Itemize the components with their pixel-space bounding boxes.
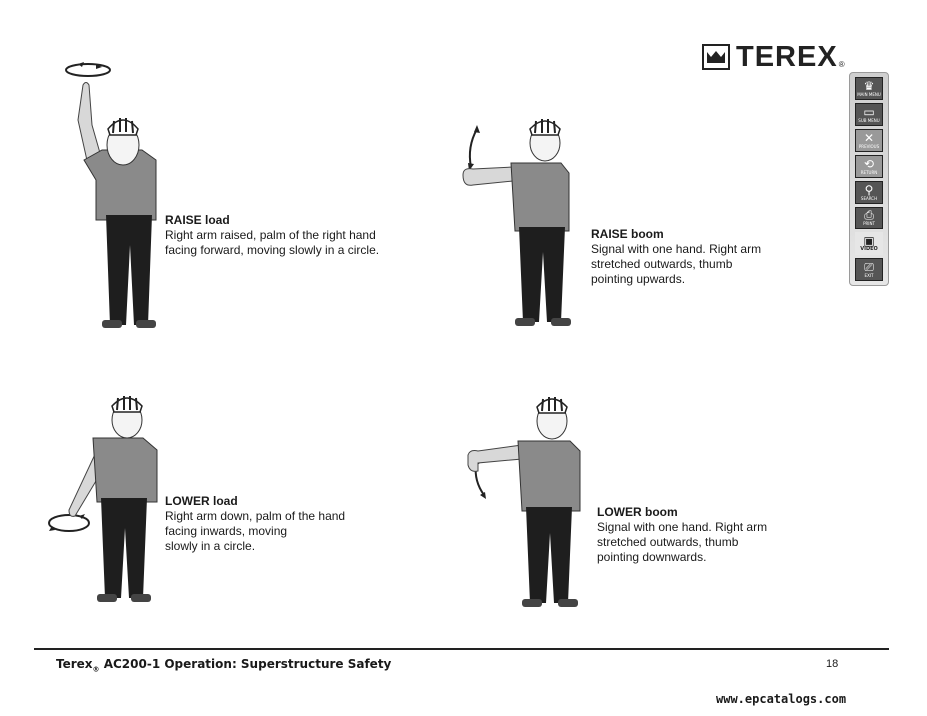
lower-boom-description: Signal with one hand. Right arm stretched outwards, thumb pointing downwards.	[597, 520, 768, 564]
printer-icon: ⎙	[864, 208, 874, 223]
lower-boom-figure	[462, 395, 597, 620]
rotate-arrow-icon	[66, 62, 110, 76]
terex-logo	[702, 42, 872, 72]
exit-door-icon: ⎚	[864, 260, 874, 275]
lower-load-title: LOWER load	[165, 494, 238, 508]
raise-boom-caption	[591, 227, 761, 287]
return-icon: ⟲	[863, 156, 875, 171]
footer-brand: Terex	[56, 657, 93, 671]
sub-menu-button[interactable]: ▭ SUB MENU	[855, 103, 883, 126]
previous-button[interactable]: ✕ PREVIOUS	[855, 129, 883, 152]
footer-divider	[34, 648, 889, 650]
return-button[interactable]: ⟲ RETURN	[855, 155, 883, 178]
website-link[interactable]: www.epcatalogs.com	[716, 692, 847, 706]
lower-load-figure	[45, 390, 175, 610]
raise-load-caption	[165, 213, 379, 258]
crown-icon: ♛	[863, 78, 875, 93]
up-down-arrow-icon	[468, 125, 480, 171]
binoculars-icon: ⚲	[864, 182, 874, 197]
navigation-menu	[849, 72, 889, 286]
lower-boom-caption	[597, 505, 767, 565]
brand-name: TEREX	[736, 40, 838, 73]
video-icon: ▣	[863, 234, 875, 249]
search-button[interactable]: ⚲ SEARCH	[855, 181, 883, 204]
crown-logo-icon	[702, 44, 730, 70]
video-button[interactable]: ▣ VIDEO	[855, 232, 883, 255]
registered-mark: ®	[838, 59, 845, 69]
lower-load-caption	[165, 494, 345, 554]
screen-icon: ▭	[863, 104, 875, 119]
raise-load-title: RAISE load	[165, 213, 230, 227]
rotate-arrow-icon	[49, 514, 89, 531]
close-icon: ✕	[863, 130, 875, 145]
footer-title	[56, 657, 391, 673]
lower-boom-title: LOWER boom	[597, 505, 678, 519]
raise-boom-title: RAISE boom	[591, 227, 664, 241]
raise-boom-figure	[455, 115, 595, 340]
lower-load-description: Right arm down, palm of the hand facing inwards, moving slowly in a circle.	[165, 509, 346, 553]
raise-load-figure	[50, 55, 170, 335]
exit-button[interactable]: ⎚ EXIT	[855, 258, 883, 281]
raise-load-description: Right arm raised, palm of the right hand facing forward, moving slowly in a circle.	[165, 228, 380, 257]
footer-document-title: AC200-1 Operation: Superstructure Safety	[99, 657, 392, 671]
print-button[interactable]: ⎙ PRINT	[855, 207, 883, 230]
main-menu-button[interactable]: ♛ MAIN MENU	[855, 77, 883, 100]
page-number: 18	[826, 658, 839, 670]
raise-boom-description: Signal with one hand. Right arm stretched outwards, thumb pointing upwards.	[591, 242, 762, 286]
footer-registered-mark: ®	[92, 665, 100, 674]
